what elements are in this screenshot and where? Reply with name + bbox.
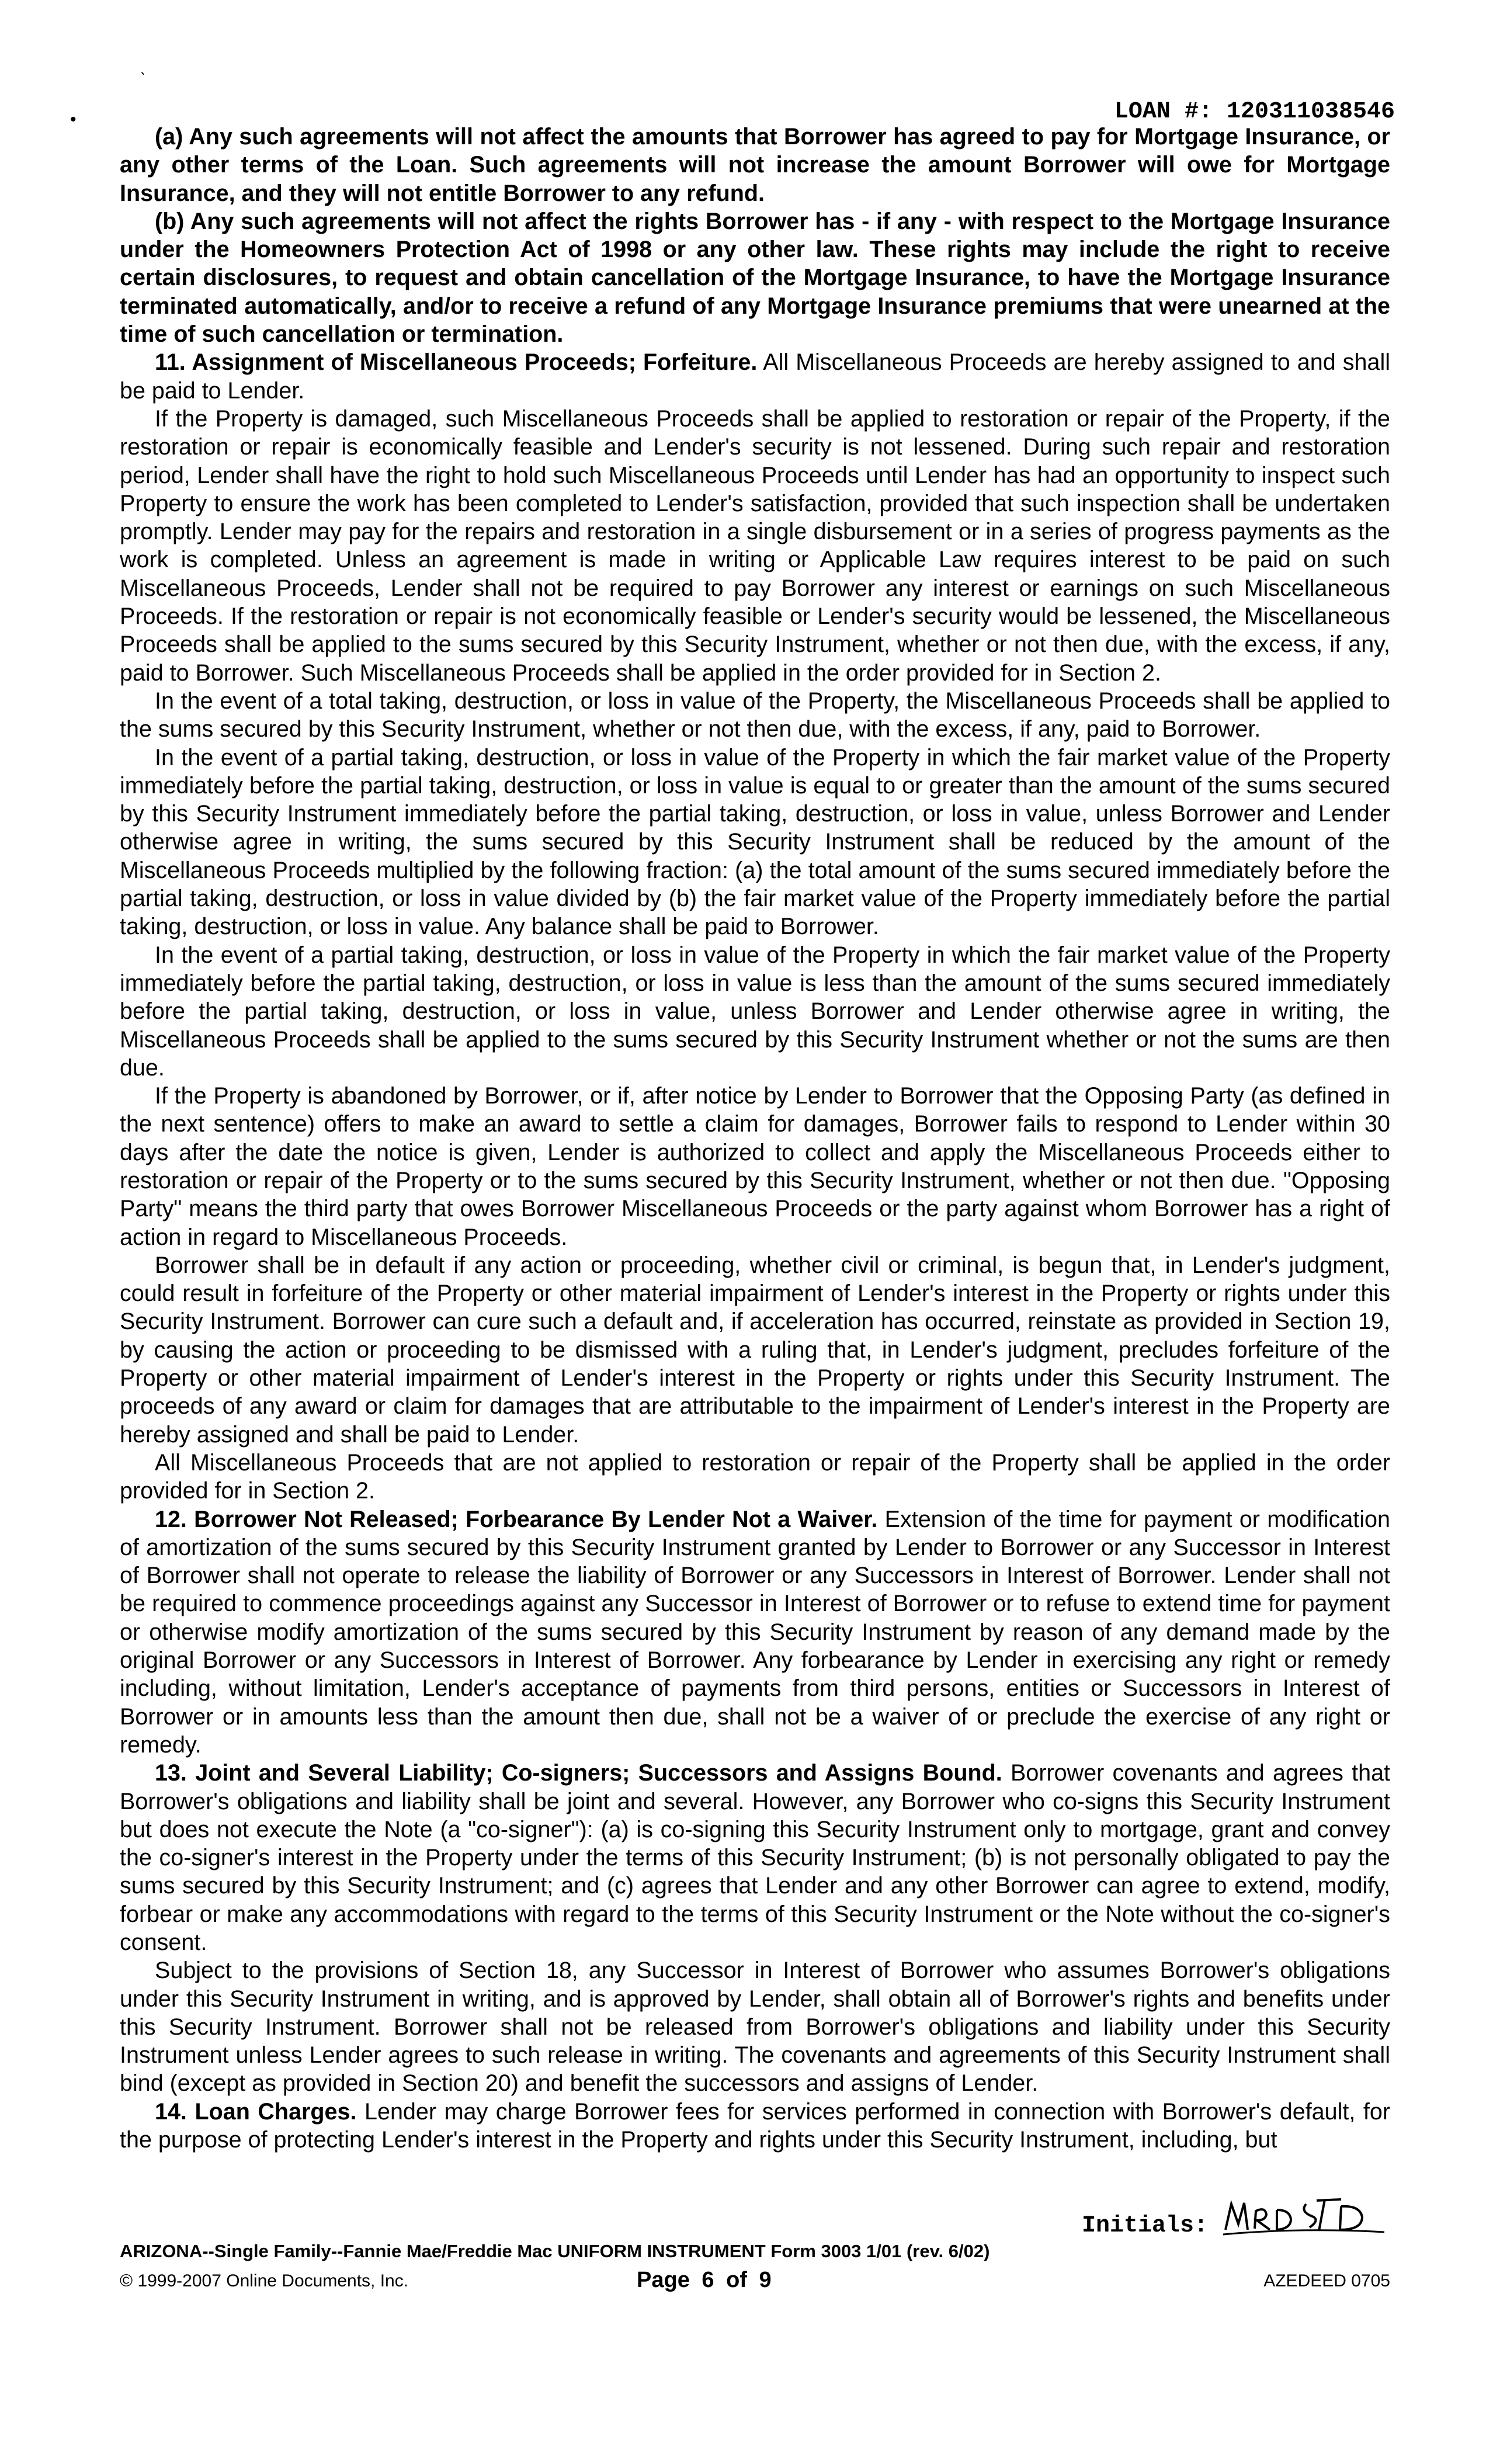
section-heading: 13. Joint and Several Liability; Co-signers; Successors and Assigns Bound.	[155, 1760, 1002, 1786]
paragraph-text: (b) Any such agreements will not affect the rights Borrower has - if any - with respect to the Mortgage Insurance under the Homeowners Protection Act of 1998 or any other law. These rights may include the right to receive certain disclosures, to request and obtain cancellation of the Mortgage Insurance, to have the Mortgage Insurance terminated automatically, and/or to receive a refund of any Mortgage Insurance premiums that were unearned at the time of such cancellation or termination.	[120, 208, 1390, 348]
document-code: AZEDEED 0705	[1263, 2271, 1390, 2291]
section-13	[120, 1759, 1390, 1956]
paragraph	[120, 405, 1390, 687]
section-heading: 14. Loan Charges.	[155, 2098, 357, 2125]
paragraph-mi-agreements-a	[120, 123, 1390, 207]
loan-number: LOAN #: 120311038546	[1114, 99, 1395, 125]
paragraph-text: If the Property is damaged, such Miscellaneous Proceeds shall be applied to restoration or repair of the Property, if the restoration or repair is economically feasible and Lender's security is not lessened. During such repair and restoration period, Lender shall have the right to hold such Miscellaneous Proceeds until Lender has had an opportunity to inspect such Property to ensure the work has been completed to Lender's satisfaction, provided that such inspection shall be undertaken promptly. Lender may pay for the repairs and restoration in a single disbursement or in a series of progress payments as the work is completed. Unless an agreement is made in writing or Applicable Law requires interest to be paid on such Miscellaneous Proceeds, Lender shall not be required to pay Borrower any interest or earnings on such Miscellaneous Proceeds. If the restoration or repair is not economically feasible or Lender's security would be lessened, the Miscellaneous Proceeds shall be applied to the sums secured by this Security Instrument, whether or not then due, with the excess, if any, paid to Borrower. Such Miscellaneous Proceeds shall be applied in the order provided for in Section 2.	[120, 405, 1390, 686]
paragraph-text: Subject to the provisions of Section 18, any Successor in Interest of Borrower who assumes Borrower's obligations under this Security Instrument in writing, and is approved by Lender, shall obtain all of Borrower's rights and benefits under this Security Instrument. Borrower shall not be released from Borrower's obligations and liability under this Security Instrument unless Lender agrees to such release in writing. The covenants and agreements of this Security Instrument shall bind (except as provided in Section 20) and benefit the successors and assigns of Lender.	[120, 1958, 1390, 2097]
footer-row	[120, 2267, 1390, 2296]
section-14	[120, 2098, 1390, 2154]
section-12	[120, 1505, 1390, 1759]
form-identifier: ARIZONA--Single Family--Fannie Mae/Freddie Mac UNIFORM INSTRUMENT Form 3003 1/01 (rev. 6/02)	[120, 2241, 990, 2261]
paragraph-text: All Miscellaneous Proceeds are hereby assigned to and shall be paid to Lender.	[120, 349, 1390, 404]
section-heading: 11. Assignment of Miscellaneous Proceeds; Forfeiture.	[155, 349, 758, 376]
paragraph-text: Borrower shall be in default if any action or proceeding, whether civil or criminal, is begun that, in Lender's judgment, could result in forfeiture of the Property or other material impairment of Lender's interest in the Property or rights under this Security Instrument. Borrower can cure such a default and, if acceleration has occurred, reinstate as provided in Section 19, by causing the action or proceeding to be dismissed with a ruling that, in Lender's judgment, precludes forfeiture of the Property or other material impairment of Lender's interest in the Property or rights under this Security Instrument. The proceeds of any award or claim for damages that are attributable to the impairment of Lender's interest in the Property are hereby assigned and shall be paid to Lender.	[120, 1252, 1390, 1448]
handwritten-initials	[1218, 2194, 1388, 2240]
paragraph	[120, 1956, 1390, 2097]
paragraph	[120, 687, 1390, 744]
paragraph	[120, 941, 1390, 1082]
paragraph-text: In the event of a partial taking, destruction, or loss in value of the Property in which the fair market value of the Property immediately before the partial taking, destruction, or loss in value is equal to or greater than the amount of the sums secured by this Security Instrument immediately before the partial taking, destruction, or loss in value, unless Borrower and Lender otherwise agree in writing, the sums secured by this Security Instrument shall be reduced by the amount of the Miscellaneous Proceeds multiplied by the following fraction: (a) the total amount of the sums secured immediately before the partial taking, destruction, or loss in value divided by (b) the fair market value of the Property immediately before the partial taking, destruction, or loss in value. Any balance shall be paid to Borrower.	[120, 744, 1390, 940]
paragraph-text: In the event of a partial taking, destruction, or loss in value of the Property in which the fair market value of the Property immediately before the partial taking, destruction, or loss in value is less than the amount of the sums secured immediately before the partial taking, destruction, or loss in value, unless Borrower and Lender otherwise agree in writing, the Miscellaneous Proceeds shall be applied to the sums secured by this Security Instrument whether or not the sums are then due.	[120, 942, 1390, 1081]
paragraph	[120, 744, 1390, 941]
scan-mark: •	[70, 110, 77, 129]
paragraph-text: Extension of the time for payment or modification of amortization of the sums secured by this Security Instrument granted by Lender to Borrower or any Successor in Interest of Borrower shall not operate to release the liability of Borrower or any Successors in Interest of Borrower. Lender shall not be required to commence proceedings against any Successor in Interest of Borrower or to refuse to extend time for payment or otherwise modify amortization of the sums secured by this Security Instrument by reason of any demand made by the original Borrower or any Successors in Interest of Borrower. Any forbearance by Lender in exercising any right or remedy including, without limitation, Lender's acceptance of payments from third persons, entities or Successors in Interest of Borrower or in amounts less than the amount then due, shall not be a waiver of or preclude the exercise of any right or remedy.	[120, 1506, 1390, 1758]
paragraph	[120, 1251, 1390, 1449]
paragraph-text: If the Property is abandoned by Borrower, or if, after notice by Lender to Borrower that the Opposing Party (as defined in the next sentence) offers to make an award to settle a claim for damages, Borrower fails to respond to Lender within 30 days after the date the notice is given, Lender is authorized to collect and apply the Miscellaneous Proceeds either to restoration or repair of the Property or to the sums secured by this Security Instrument, whether or not then due. "Opposing Party" means the third party that owes Borrower Miscellaneous Proceeds or the party against whom Borrower has a right of action in regard to Miscellaneous Proceeds.	[120, 1083, 1390, 1250]
paragraph	[120, 1082, 1390, 1251]
document-body	[120, 123, 1390, 2154]
paragraph-text: Borrower covenants and agrees that Borrower's obligations and liability shall be joint and several. However, any Borrower who co-signs this Security Instrument but does not execute the Note (a "co-signer"): (a) is co-signing this Security Instrument only to mortgage, grant and convey the co-signer's interest in the Property under the terms of this Security Instrument; (b) is not personally obligated to pay the sums secured by this Security Instrument; and (c) agrees that Lender and any other Borrower can agree to extend, modify, forbear or make any accommodations with regard to the terms of this Security Instrument or the Note without the co-signer's consent.	[120, 1760, 1391, 1955]
section-11	[120, 348, 1390, 405]
initials-label: Initials:	[1081, 2213, 1208, 2239]
paragraph-text: In the event of a total taking, destruction, or loss in value of the Property, the Miscellaneous Proceeds shall be applied to the sums secured by this Security Instrument, whether or not then due, with the excess, if any, paid to Borrower.	[120, 688, 1390, 742]
copyright: © 1999-2007 Online Documents, Inc.	[120, 2271, 409, 2291]
page-number: Page 6 of 9	[637, 2268, 772, 2292]
initials-signature-icon	[1218, 2194, 1388, 2240]
paragraph-text: All Miscellaneous Proceeds that are not applied to restoration or repair of the Property shall be applied in the order provided for in Section 2.	[120, 1449, 1390, 1504]
paragraph	[120, 1449, 1390, 1505]
initials-row	[1082, 2194, 1388, 2240]
paragraph-text: (a) Any such agreements will not affect the amounts that Borrower has agreed to pay for Mortgage Insurance, or any other terms of the Loan. Such agreements will not increase the amount Borrower will owe for Mortgage Insurance, and they will not entitle Borrower to any refund.	[120, 124, 1390, 206]
paragraph-text: Lender may charge Borrower fees for services performed in connection with Borrower's default, for the purpose of protecting Lender's interest in the Property and rights under this Security Instrument, including, but	[120, 2098, 1390, 2153]
section-heading: 12. Borrower Not Released; Forbearance By Lender Not a Waiver.	[155, 1506, 878, 1532]
scan-mark: ˎ	[140, 56, 146, 75]
paragraph-mi-agreements-b	[120, 207, 1390, 348]
